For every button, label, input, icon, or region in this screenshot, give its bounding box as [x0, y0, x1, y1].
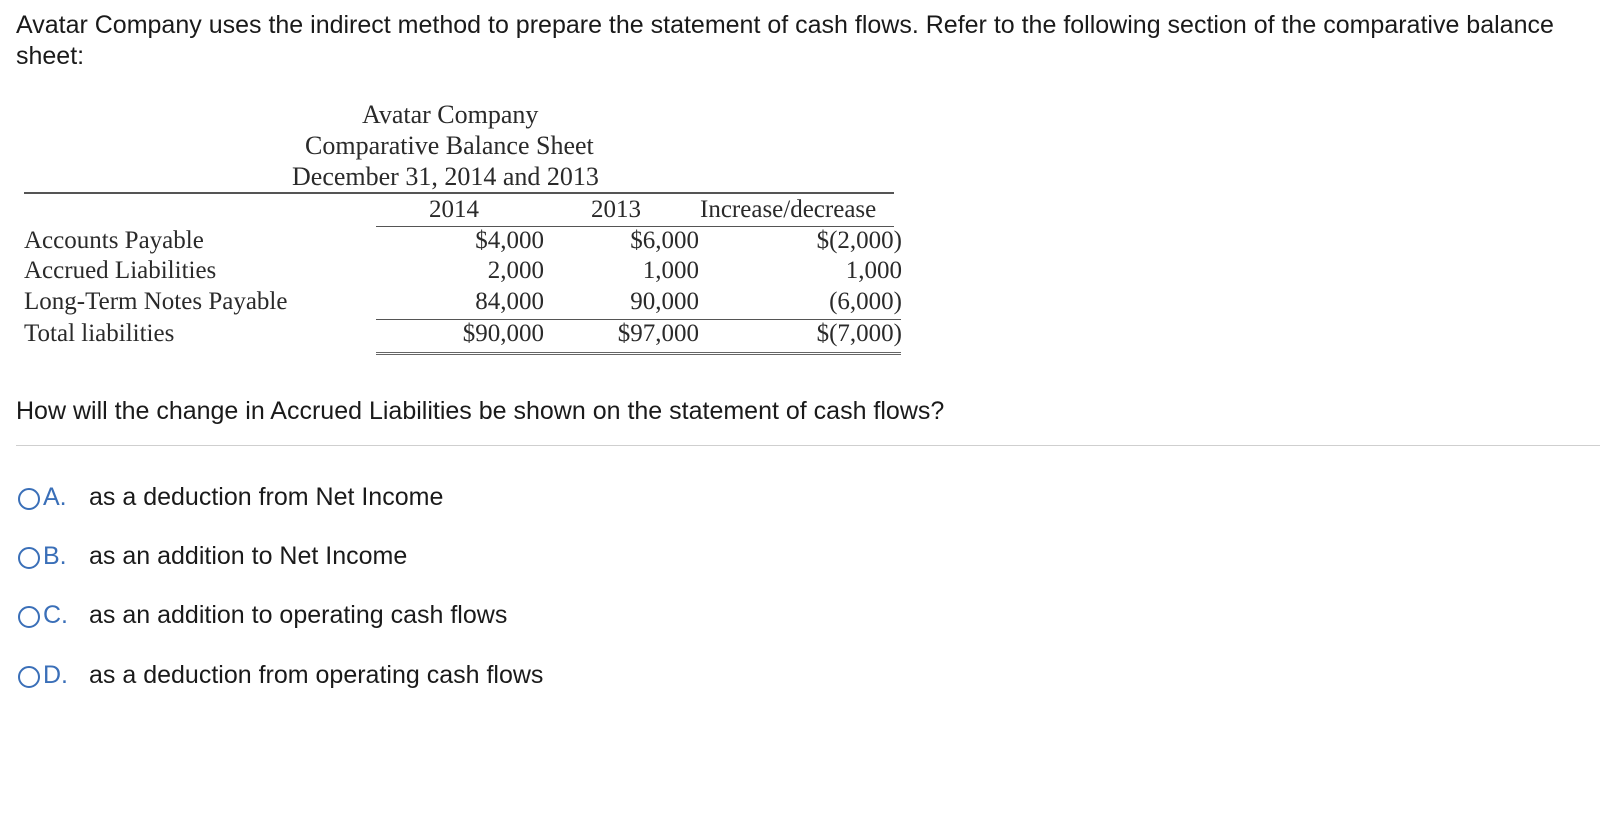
row-label-total-liabilities: Total liabilities	[24, 320, 175, 347]
option-letter: A.	[43, 482, 67, 511]
row-label-long-term-notes-payable: Long-Term Notes Payable	[24, 288, 288, 315]
row-label-accounts-payable: Accounts Payable	[24, 227, 204, 254]
option-c[interactable]	[18, 598, 507, 632]
question-intro: Avatar Company uses the indirect method to prepare the statement of cash flows. Refer to the following section of the comparative balance sheet:	[16, 11, 1554, 70]
option-text: as a deduction from Net Income	[89, 482, 444, 511]
option-letter: C.	[43, 600, 68, 629]
cell-2013: 90,000	[630, 288, 699, 315]
header-rule	[24, 192, 894, 194]
column-header-2013: 2013	[591, 196, 641, 223]
row-label-accrued-liabilities: Accrued Liabilities	[24, 257, 217, 284]
radio-button-icon[interactable]	[18, 666, 40, 688]
sheet-title: Comparative Balance Sheet	[305, 131, 594, 160]
radio-button-icon[interactable]	[18, 488, 40, 510]
column-header-2014: 2014	[429, 196, 479, 223]
balance-sheet-table	[24, 100, 924, 362]
radio-button-icon[interactable]	[18, 547, 40, 569]
cell-change: (6,000)	[829, 288, 902, 315]
total-double-rule	[376, 352, 901, 355]
option-d[interactable]	[18, 658, 543, 692]
cell-2013: 1,000	[642, 257, 699, 284]
cell-2014: $4,000	[475, 227, 544, 254]
cell-2014: 2,000	[487, 257, 544, 284]
cell-change: 1,000	[845, 257, 902, 284]
cell-change: $(7,000)	[816, 320, 902, 347]
section-divider	[16, 445, 1600, 446]
cell-change: $(2,000)	[816, 227, 902, 254]
cell-2013: $97,000	[617, 320, 699, 347]
question-text: How will the change in Accrued Liabilities be shown on the statement of cash flows?	[16, 397, 945, 425]
cell-2014: 84,000	[475, 288, 544, 315]
sheet-company-name: Avatar Company	[362, 100, 539, 129]
option-text: as a deduction from operating cash flows	[89, 660, 544, 689]
radio-button-icon[interactable]	[18, 606, 40, 628]
option-b[interactable]	[18, 539, 407, 573]
column-header-change: Increase/decrease	[700, 196, 877, 223]
sheet-date: December 31, 2014 and 2013	[292, 162, 599, 191]
option-a[interactable]	[18, 480, 443, 514]
option-letter: D.	[43, 660, 68, 689]
option-text: as an addition to Net Income	[89, 541, 408, 570]
option-text: as an addition to operating cash flows	[89, 600, 508, 629]
cell-2013: $6,000	[630, 227, 699, 254]
option-letter: B.	[43, 541, 67, 570]
cell-2014: $90,000	[462, 320, 544, 347]
